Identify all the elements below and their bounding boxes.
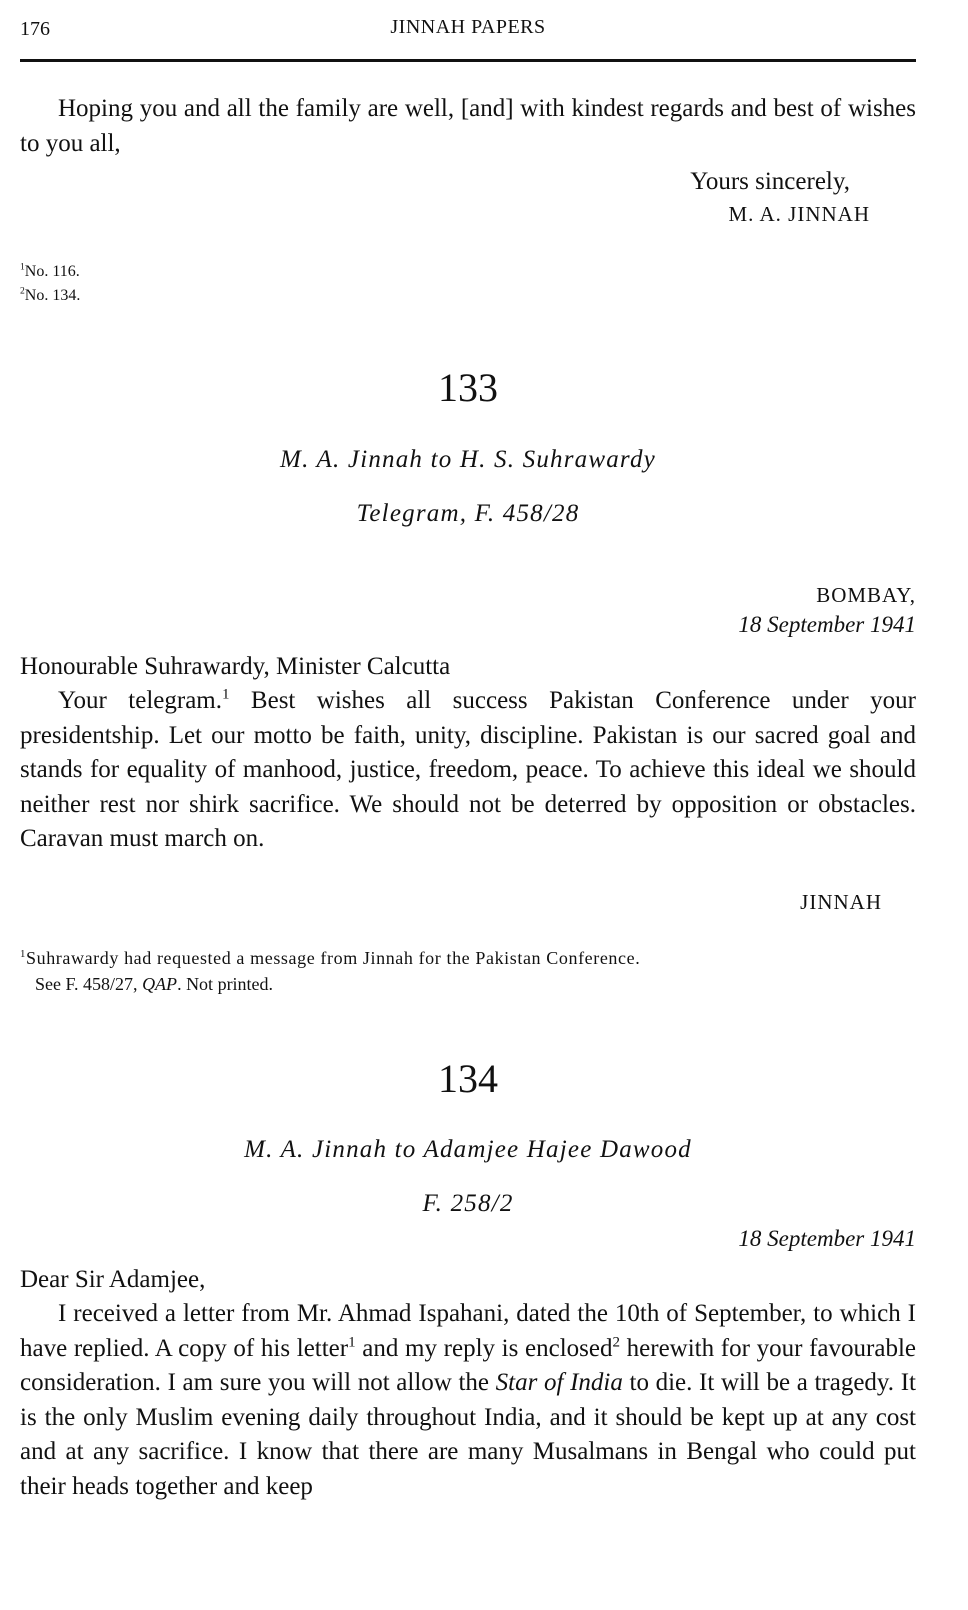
body-text: I received a letter from Mr. Ahmad Ispahani, dated the 10th of September, to which I have replied. A copy of his letter: [20, 1300, 916, 1362]
doc-reference-134: F. 258/2: [422, 1190, 514, 1217]
place: BOMBAY,: [816, 583, 916, 607]
body-text: and my reply is enclosed: [355, 1334, 613, 1362]
telegram-body: [20, 684, 916, 857]
date: 18 September 1941: [738, 1226, 916, 1251]
date: 18 September 1941: [738, 612, 916, 637]
dateline-134: [20, 1224, 916, 1254]
signature-133: JINNAH: [800, 890, 882, 914]
addressee-133: Honourable Suhrawardy, Minister Calcutta: [20, 653, 451, 680]
page-number: 176: [20, 18, 50, 40]
footnote-text: No. 134.: [24, 287, 81, 304]
doc-heading-133: M. A. Jinnah to H. S. Suhrawardy: [280, 446, 656, 473]
footnote-ref: 2: [612, 1334, 620, 1351]
footnote-ref: 1: [222, 686, 230, 703]
closing-paragraph: Hoping you and all the family are well, [and] with kindest regards and best of wishes to you all,: [20, 95, 916, 157]
footnote: [20, 284, 916, 308]
body-text: herewith for your favourable consideration. I am sure you will not allow the: [20, 1334, 916, 1396]
prev-footnotes: [20, 260, 916, 308]
document-page: [20, 0, 916, 1500]
signature-prev: M. A. JINNAH: [728, 202, 870, 226]
body-text: Best wishes all success Pakistan Conference under your presidentship. Let our motto be faith, unity, discipline. Pakistan is our sacred goal and stands for equality of manhood, justice, freedom, peace. To achieve this ideal we should neither rest nor shirk sacrifice. We should not be deterred by opposition or obstacles. Caravan must march on.: [20, 687, 916, 852]
footnote-mark: 1: [20, 948, 26, 960]
doc-heading-134: M. A. Jinnah to Adamjee Hajee Dawood: [244, 1136, 692, 1163]
footnote-text: . Not printed.: [177, 974, 274, 994]
body-text: Your telegram.: [58, 687, 222, 714]
valediction: Yours sincerely,: [690, 168, 850, 195]
body-text: to die. It will be a tragedy. It is the only Muslim evening daily throughout India, and it should be kept up at any cost and at any sacrifice. I know that there are many Musalmans in Bengal who could put their heads together and keep: [20, 1369, 916, 1500]
footnote-text: See F. 458/27,: [35, 974, 143, 994]
footnote-133: [20, 945, 916, 997]
doc-number-134: 134: [438, 1056, 498, 1101]
newspaper-title: Star of India: [495, 1369, 623, 1396]
footnote-ref: 1: [348, 1334, 356, 1351]
footnote: [20, 260, 916, 284]
running-head: [20, 0, 916, 50]
footnote-line: [20, 971, 916, 997]
valediction-block: [20, 166, 870, 230]
doc-reference-133: Telegram, F. 458/28: [356, 500, 580, 527]
dateline-133: [20, 580, 916, 640]
letter-body-134: [20, 1297, 916, 1504]
footnote-mark: 2: [20, 285, 25, 297]
running-title: JINNAH PAPERS: [390, 16, 546, 38]
footnote-text: Suhrawardy had requested a message from Jinnah for the Pakistan Conference.: [26, 948, 641, 968]
salutation-134: Dear Sir Adamjee,: [20, 1266, 206, 1293]
header-rule: [20, 59, 916, 62]
doc-number-133: 133: [438, 365, 498, 410]
footnote-line: [20, 945, 916, 971]
footnote-mark: 1: [20, 261, 25, 273]
footnote-abbrev: QAP: [142, 974, 178, 994]
footnote-text: No. 116.: [24, 263, 80, 280]
